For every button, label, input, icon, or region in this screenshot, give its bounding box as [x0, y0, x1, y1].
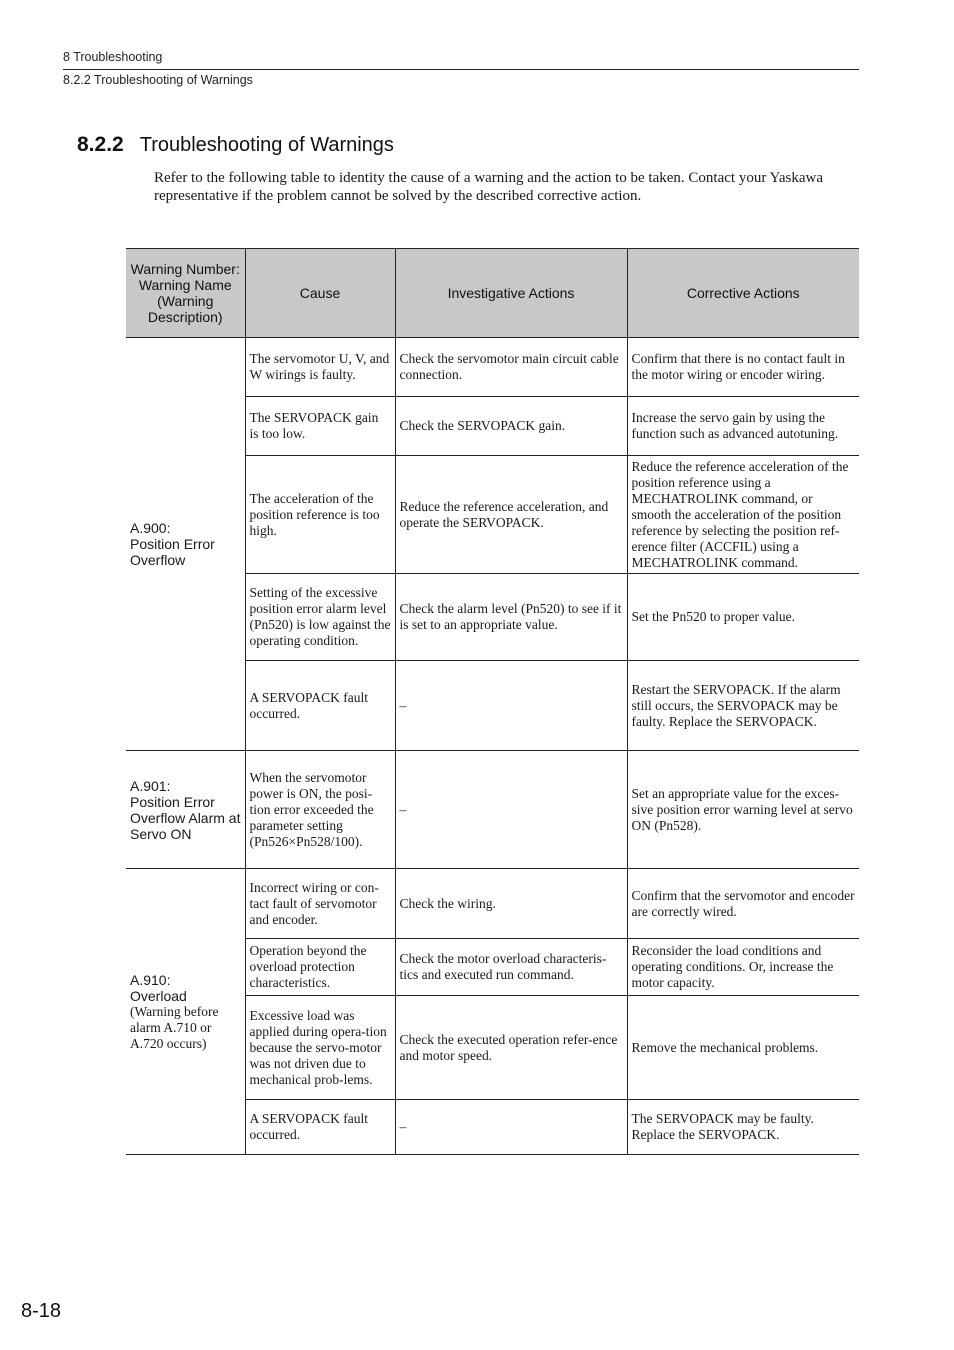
- cause-cell: Setting of the excessive position error alarm level (Pn520) is low against the operating condition.: [245, 574, 395, 661]
- warning-code: A.900:: [130, 520, 171, 536]
- investigative-cell: Check the alarm level (Pn520) to see if it is set to an appropriate value.: [395, 574, 627, 661]
- table-row: [126, 869, 859, 939]
- table-row: [126, 338, 859, 397]
- investigative-cell: Check the SERVOPACK gain.: [395, 397, 627, 456]
- warning-code-cell: [126, 751, 245, 869]
- running-header-chapter: 8 Troubleshooting: [63, 50, 163, 64]
- section-heading: [77, 133, 394, 157]
- investigative-cell: –: [395, 1100, 627, 1155]
- investigative-cell: Check the executed operation refer-ence and motor speed.: [395, 996, 627, 1100]
- cause-cell: Incorrect wiring or con-tact fault of servomotor and encoder.: [245, 869, 395, 939]
- investigative-cell: Check the wiring.: [395, 869, 627, 939]
- header-warning: Warning Number: Warning Name (Warning Description): [126, 249, 245, 338]
- corrective-cell: Set the Pn520 to proper value.: [627, 574, 859, 661]
- corrective-cell: The SERVOPACK may be faulty. Replace the SERVOPACK.: [627, 1100, 859, 1155]
- warning-note: (Warning before alarm A.710 or A.720 occurs): [130, 1003, 219, 1051]
- corrective-cell: Set an appropriate value for the exces-sive position error warning level at servo ON (Pn528).: [627, 751, 859, 869]
- warning-code: A.910:: [130, 971, 171, 988]
- corrective-cell: Restart the SERVOPACK. If the alarm still occurs, the SERVOPACK may be faulty. Replace the SERVOPACK.: [627, 661, 859, 751]
- investigative-cell: Check the motor overload characteris-tics and executed run command.: [395, 939, 627, 996]
- cause-cell: The SERVOPACK gain is too low.: [245, 397, 395, 456]
- header-investigative: Investigative Actions: [395, 249, 627, 338]
- header-cause: Cause: [245, 249, 395, 338]
- running-header-section: 8.2.2 Troubleshooting of Warnings: [63, 73, 253, 87]
- warning-name: Position Error Overflow: [130, 536, 215, 568]
- cause-cell: A SERVOPACK fault occurred.: [245, 1100, 395, 1155]
- warning-name: Overload: [130, 987, 187, 1004]
- investigative-cell: –: [395, 751, 627, 869]
- corrective-cell: Confirm that there is no contact fault in the motor wiring or encoder wiring.: [627, 338, 859, 397]
- warning-code: A.901:: [130, 777, 171, 794]
- table-row: [126, 751, 859, 869]
- section-number: 8.2.2: [77, 133, 124, 156]
- corrective-cell: Reconsider the load conditions and operating conditions. Or, increase the motor capacity.: [627, 939, 859, 996]
- corrective-cell: Increase the servo gain by using the function such as advanced autotuning.: [627, 397, 859, 456]
- cause-cell: The acceleration of the position reference is too high.: [245, 456, 395, 574]
- intro-paragraph: Refer to the following table to identity the cause of a warning and the action to be taken. Contact your Yaskawa representative if the problem cannot be solved by the described corrective action.: [154, 170, 823, 204]
- warning-code-cell: [126, 338, 245, 751]
- header-corrective: Corrective Actions: [627, 249, 859, 338]
- cause-cell: Excessive load was applied during opera-tion because the servo-motor was not driven due to mechanical prob-lems.: [245, 996, 395, 1100]
- cause-cell: When the servomotor power is ON, the posi-tion error exceeded the parameter setting (Pn526×Pn528/100).: [245, 751, 395, 869]
- warnings-table: [126, 248, 859, 1155]
- page-number: 8-18: [21, 1300, 62, 1322]
- corrective-cell: Reduce the reference acceleration of the position reference using a MECHATROLINK command, or smooth the acceleration of the position reference by selecting the position ref-erence filter (ACCFIL) using a MECHATROLINK command.: [627, 456, 859, 574]
- investigative-cell: Check the servomotor main circuit cable connection.: [395, 338, 627, 397]
- cause-cell: A SERVOPACK fault occurred.: [245, 661, 395, 751]
- warning-code-cell: [126, 869, 245, 1155]
- corrective-cell: Confirm that the servomotor and encoder are correctly wired.: [627, 869, 859, 939]
- cause-cell: Operation beyond the overload protection characteristics.: [245, 939, 395, 996]
- cause-cell: The servomotor U, V, and W wirings is faulty.: [245, 338, 395, 397]
- header-rule: [63, 69, 859, 70]
- warning-name: Position Error Overflow Alarm at Servo ON: [130, 793, 241, 842]
- section-title: Troubleshooting of Warnings: [139, 134, 394, 156]
- corrective-cell: Remove the mechanical problems.: [627, 996, 859, 1100]
- table-header-row: [126, 249, 859, 338]
- investigative-cell: –: [395, 661, 627, 751]
- investigative-cell: Reduce the reference acceleration, and operate the SERVOPACK.: [395, 456, 627, 574]
